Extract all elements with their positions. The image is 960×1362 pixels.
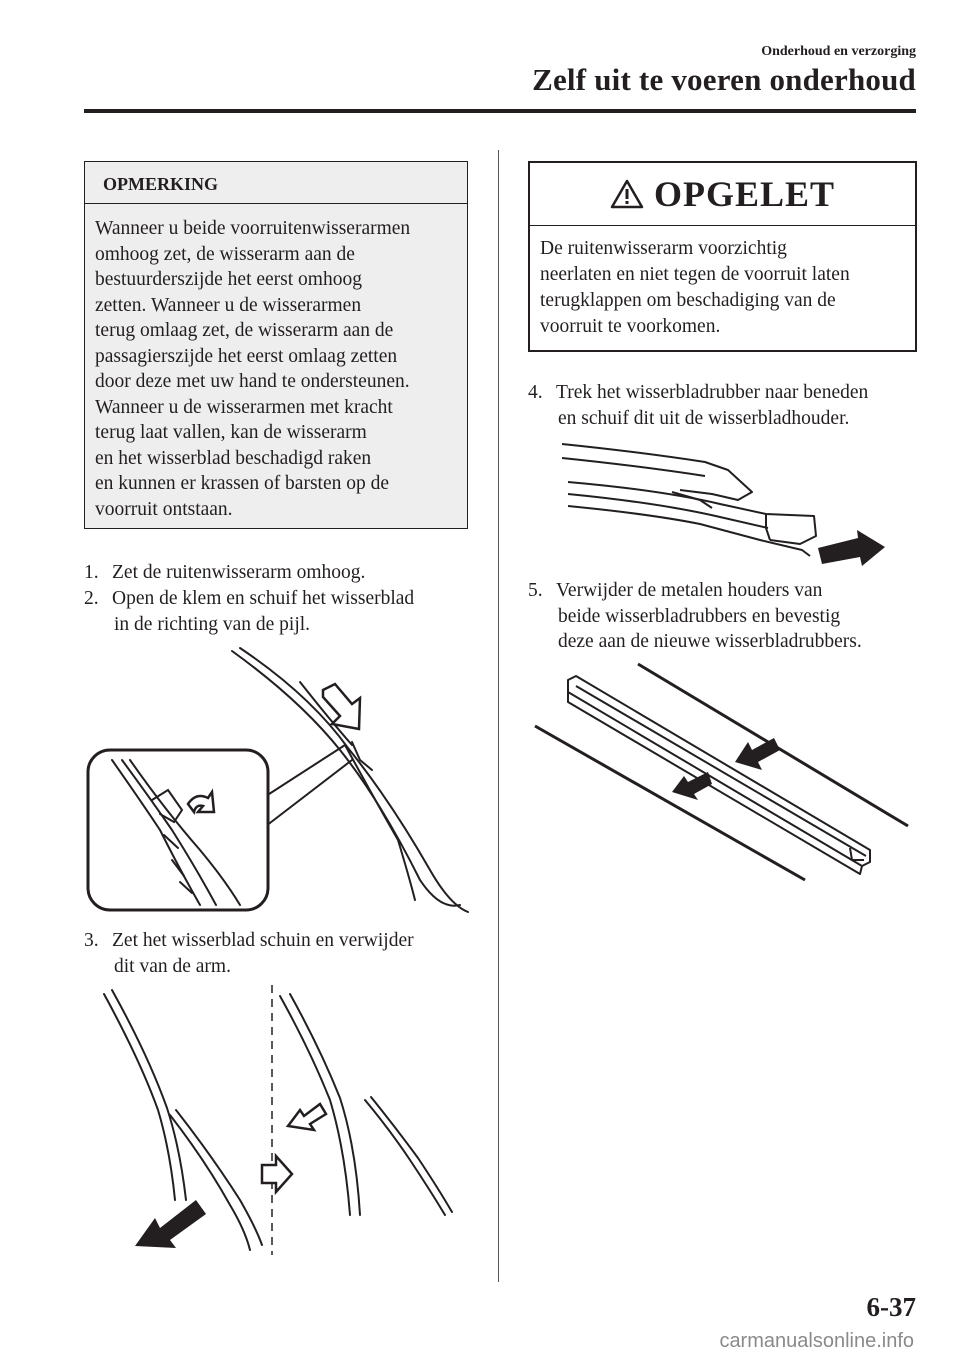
step-text: Trek het wisserbladrubber naar beneden bbox=[556, 382, 869, 403]
step-number: 4. bbox=[528, 382, 543, 403]
caution-line: terugklappen om beschadiging van de bbox=[540, 290, 836, 311]
note-line: Wanneer u beide voorruitenwisserarmen bbox=[95, 218, 411, 239]
step-text: deze aan de nieuwe wisserbladrubbers. bbox=[558, 631, 862, 652]
step-number: 2. bbox=[84, 588, 99, 609]
watermark: carmanualsonline.info bbox=[719, 1330, 914, 1352]
note-line: zetten. Wanneer u de wisserarmen bbox=[95, 294, 362, 316]
step-text: in de richting van de pijl. bbox=[114, 613, 311, 635]
caution-line: neerlaten en niet tegen de voorruit laten bbox=[540, 264, 850, 285]
step-text: beide wisserbladrubbers en bevestig bbox=[558, 605, 841, 627]
section-title: Onderhoud en verzorging bbox=[761, 44, 916, 59]
note-line: voorruit ontstaan. bbox=[95, 498, 233, 520]
caution-title: OPGELET bbox=[653, 174, 836, 214]
step-number: 1. bbox=[84, 562, 99, 583]
step-text: Open de klem en schuif het wisserblad bbox=[112, 588, 415, 609]
page-number: 6-37 bbox=[866, 1292, 916, 1322]
note-line: terug omlaag zet, de wisserarm aan de bbox=[95, 320, 394, 341]
caution-line: De ruitenwisserarm voorzichtig bbox=[540, 238, 787, 259]
step-text: Verwijder de metalen houders van bbox=[556, 580, 823, 601]
chapter-title: Zelf uit te voeren onderhoud bbox=[532, 62, 916, 97]
note-line: en kunnen er krassen of barsten op de bbox=[95, 473, 390, 494]
note-line: bestuurderszijde het eerst omhoog bbox=[95, 269, 362, 290]
step-text: dit van de arm. bbox=[114, 955, 231, 977]
note-line: omhoog zet, de wisserarm aan de bbox=[95, 243, 355, 265]
step-number: 3. bbox=[84, 930, 99, 951]
step-number: 5. bbox=[528, 580, 543, 601]
note-title: OPMERKING bbox=[85, 162, 467, 204]
step-text: Zet het wisserblad schuin en verwijder bbox=[112, 930, 414, 951]
caution-line: voorruit te voorkomen. bbox=[540, 316, 721, 337]
step-text: Zet de ruitenwisserarm omhoog. bbox=[112, 562, 366, 583]
note-line: terug laat vallen, kan de wisserarm bbox=[95, 422, 367, 443]
step-text: en schuif dit uit de wisserbladhouder. bbox=[558, 407, 850, 429]
note-line: door deze met uw hand te ondersteunen. bbox=[95, 371, 410, 392]
note-line: en het wisserblad beschadigd raken bbox=[95, 447, 372, 469]
note-line: passagierszijde het eerst omlaag zetten bbox=[95, 345, 398, 367]
note-line: Wanneer u de wisserarmen met kracht bbox=[95, 396, 393, 418]
